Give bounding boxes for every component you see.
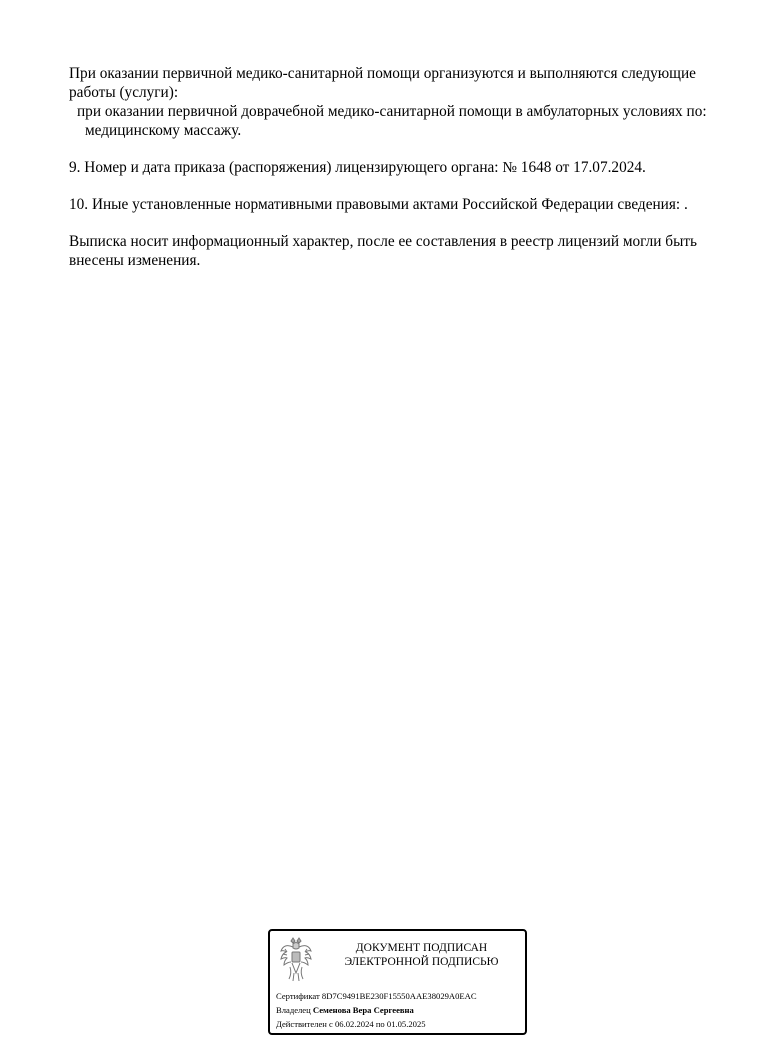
stamp-details [276, 989, 526, 1031]
services-condition: при оказании первичной доврачебной медико-санитарной помощи в амбулаторных условиях по: [77, 103, 707, 120]
russian-coat-of-arms-icon [278, 937, 314, 985]
certificate-line: Сертификат 8D7C9491BE230F15550AAE38029A0EAC [276, 991, 477, 1001]
valid-from: 06.02.2024 [335, 1019, 374, 1029]
disclaimer-note: Выписка носит информационный характер, после ее составления в реестр лицензий могли быть внесены изменения. [69, 233, 698, 269]
order-info: 9. Номер и дата приказа (распоряжения) лицензирующего органа: № 1648 от 17.07.2024. [69, 159, 646, 176]
document-body [69, 64, 729, 270]
services-intro: При оказании первичной медико-санитарной помощи организуются и выполняются следующие работы (услуги): [69, 65, 696, 101]
stamp-title: ДОКУМЕНТ ПОДПИСАН ЭЛЕКТРОННОЙ ПОДПИСЬЮ [344, 942, 499, 968]
services-item: медицинскому массажу. [85, 122, 242, 139]
certificate-number: 8D7C9491BE230F15550AAE38029A0EAC [321, 991, 477, 1001]
other-info: 10. Иные установленные нормативными правовыми актами Российской Федерации сведения: . [69, 196, 688, 213]
owner-name: Семенова Вера Сергеевна [312, 1005, 414, 1015]
valid-to: 01.05.2025 [386, 1019, 426, 1029]
validity-line: Действителен с 06.02.2024 по 01.05.2025 [276, 1019, 426, 1029]
electronic-signature-stamp [268, 929, 527, 1035]
owner-line: Владелец Семенова Вера Сергеевна [276, 1005, 414, 1015]
